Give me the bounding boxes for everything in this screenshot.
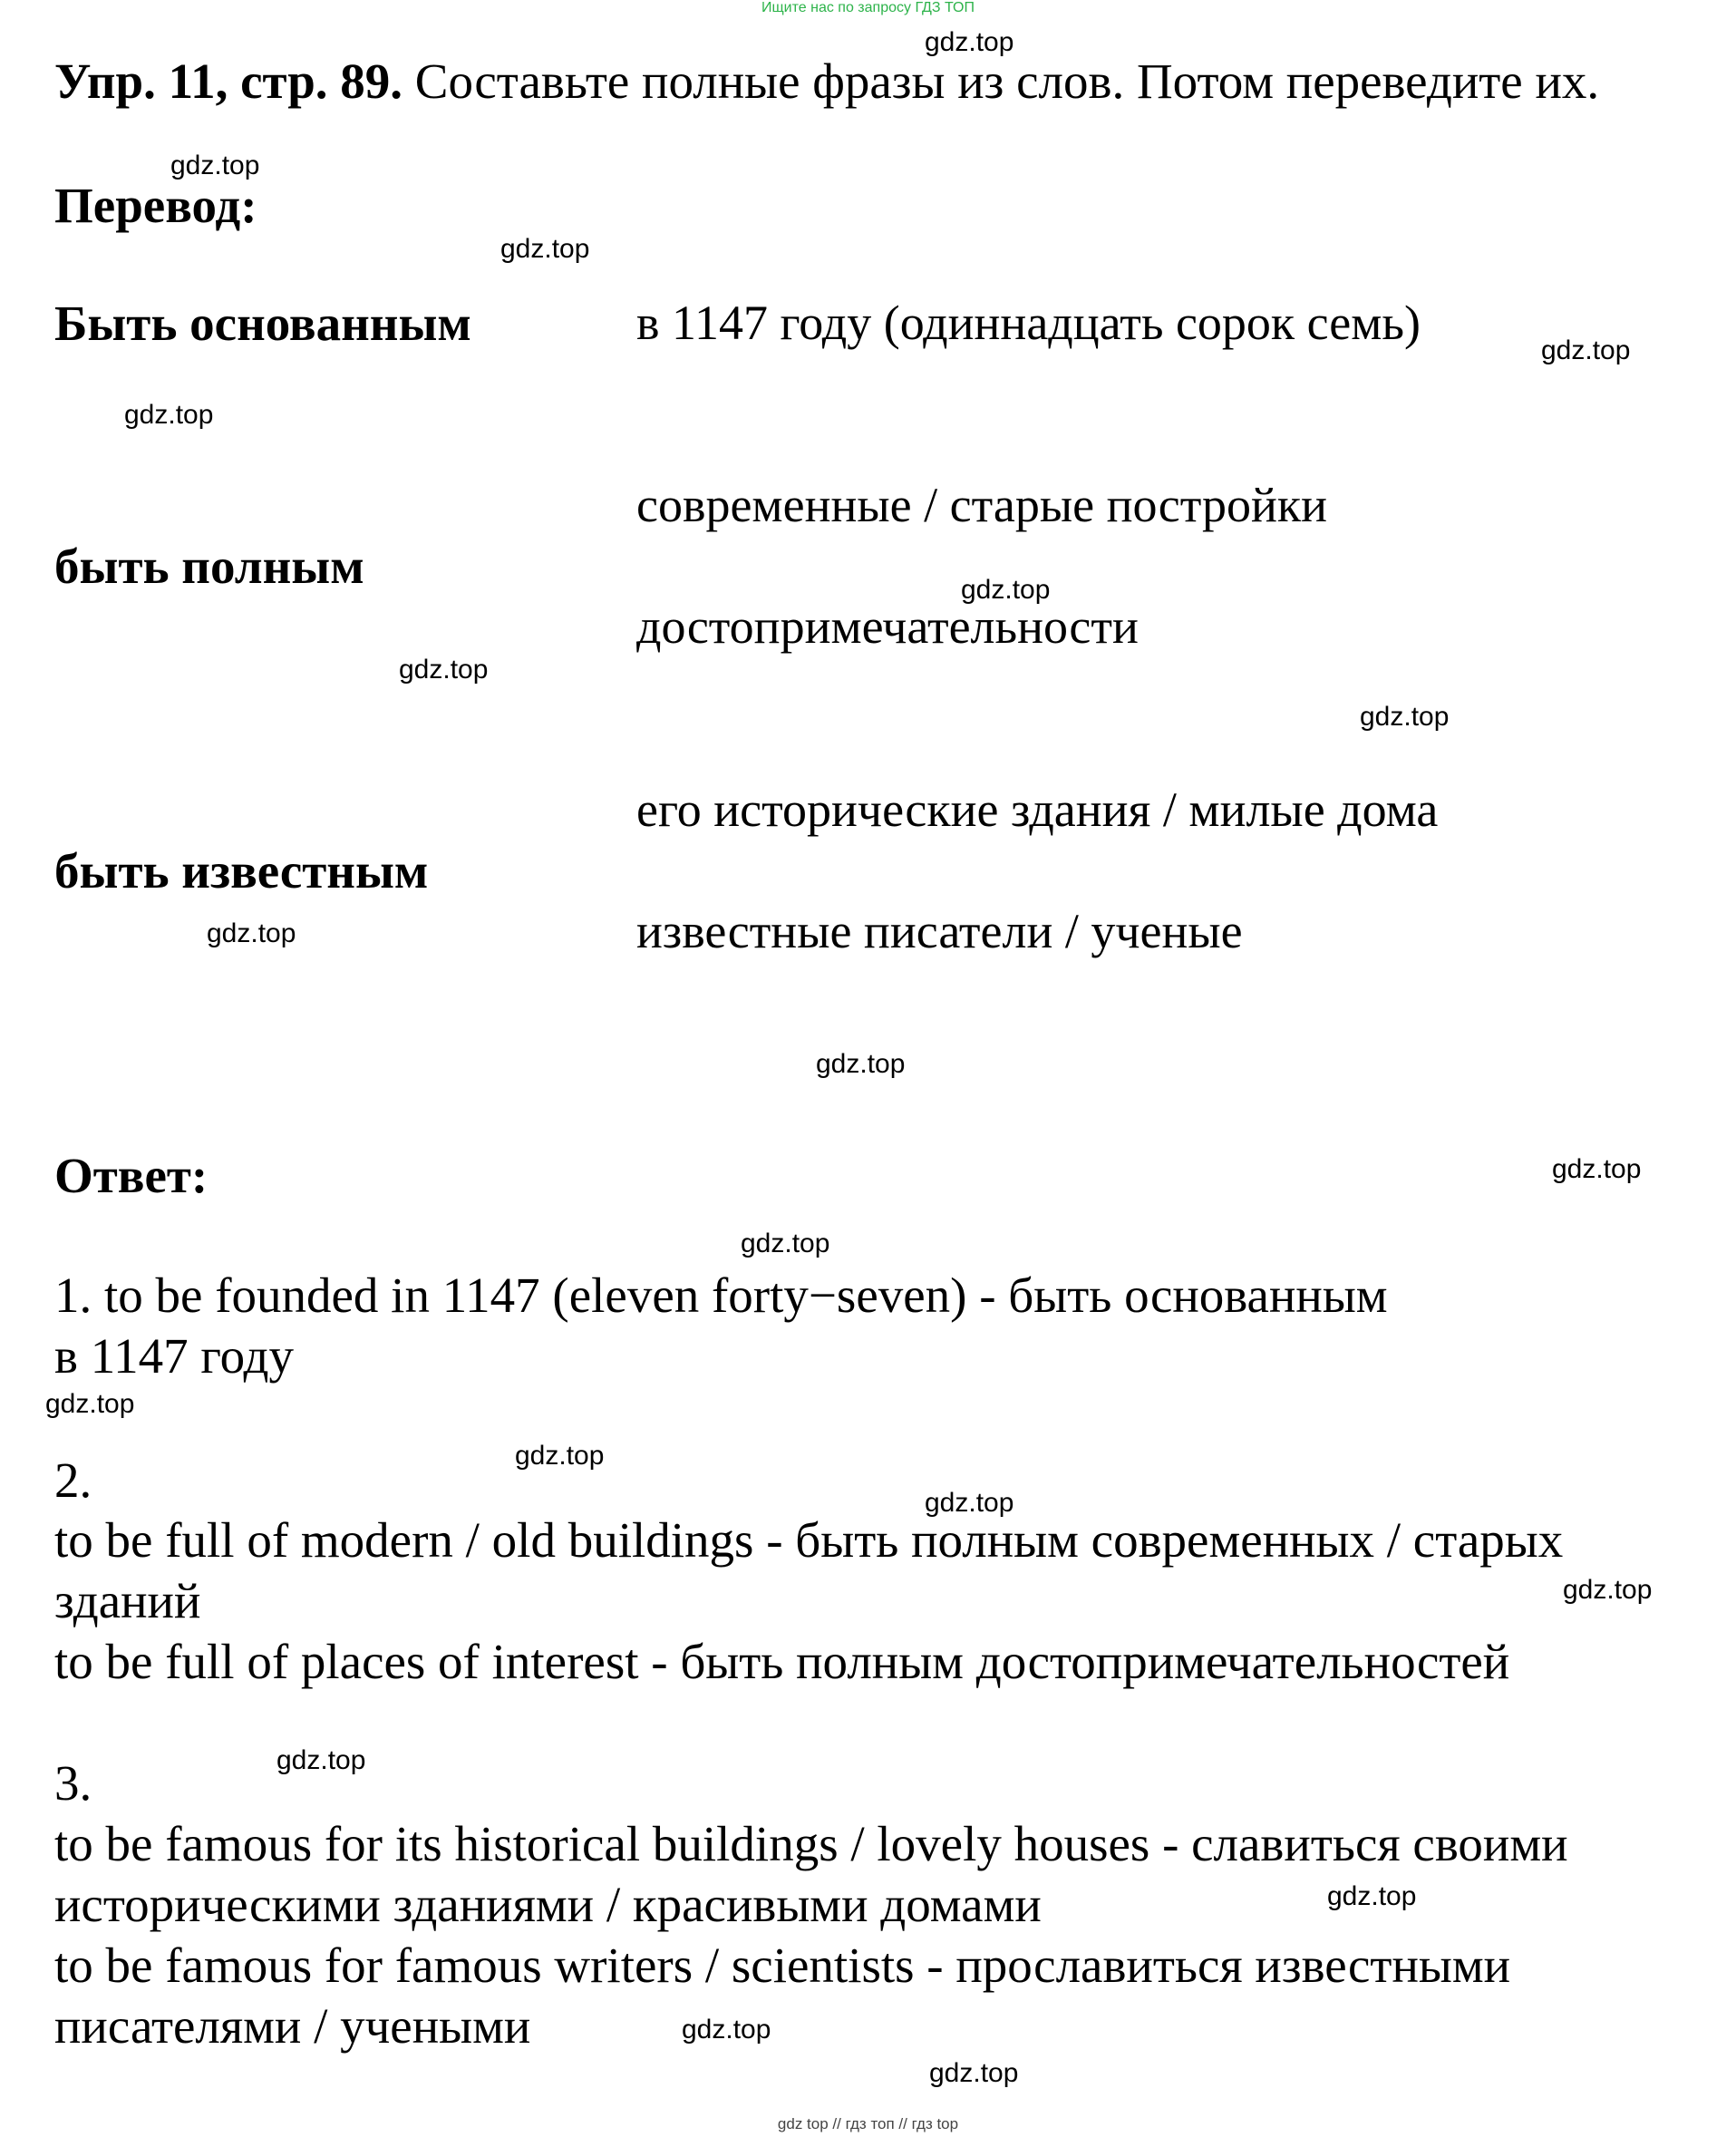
- watermark: gdz.top: [925, 27, 1014, 57]
- watermark: gdz.top: [925, 1488, 1014, 1518]
- watermark: gdz.top: [1360, 702, 1450, 732]
- exercise-instruction: Составьте полные фразы из слов. Потом переведите их.: [414, 53, 1600, 109]
- watermark: gdz.top: [515, 1441, 605, 1471]
- watermark: gdz.top: [170, 151, 260, 180]
- watermark: gdz.top: [124, 400, 214, 430]
- watermark: gdz.top: [1327, 1881, 1417, 1911]
- row-3-right-1: его исторические здания / милые дома: [636, 782, 1439, 837]
- footer-links[interactable]: gdz top // гдз топ // гдз top: [777, 2115, 959, 2132]
- answer-3-number: 3.: [54, 1755, 92, 1811]
- answer-2-line-2: зданий: [54, 1573, 201, 1628]
- answer-2-line-1: to be full of modern / old buildings - быть полным современных / старых: [54, 1512, 1564, 1568]
- watermark: gdz.top: [276, 1745, 366, 1775]
- translation-title: Перевод:: [54, 178, 257, 233]
- watermark: gdz.top: [207, 918, 296, 948]
- watermark: gdz.top: [741, 1229, 830, 1258]
- exercise-label: Упр. 11, стр. 89.: [54, 53, 403, 109]
- answer-title: Ответ:: [54, 1148, 209, 1203]
- watermark: gdz.top: [816, 1049, 906, 1079]
- answer-3-line-4: писателями / учеными: [54, 1998, 531, 2054]
- watermark: gdz.top: [682, 2015, 771, 2045]
- exercise-heading: [54, 53, 1599, 110]
- row-2-right-1: современные / старые постройки: [636, 478, 1328, 532]
- watermark: gdz.top: [45, 1389, 135, 1419]
- watermark: gdz.top: [1541, 335, 1631, 365]
- row-3-right-2: известные писатели / ученые: [636, 904, 1243, 958]
- row-3-left: быть известным: [54, 843, 429, 899]
- row-1-left: Быть основанным: [54, 296, 471, 351]
- answer-1-line-2: в 1147 году: [54, 1328, 295, 1384]
- row-2-right-2: достопримечательности: [636, 599, 1139, 654]
- answer-3-line-1: to be famous for its historical buildings / lovely houses - славиться своими: [54, 1816, 1568, 1871]
- watermark: gdz.top: [399, 655, 489, 685]
- watermark: gdz.top: [1563, 1575, 1653, 1605]
- answer-3-line-3: to be famous for famous writers / scientists - прославиться известными: [54, 1938, 1511, 1993]
- answer-2-number: 2.: [54, 1452, 92, 1508]
- answer-1-line-1: 1. to be founded in 1147 (eleven forty−seven) - быть основанным: [54, 1268, 1388, 1323]
- watermark: gdz.top: [961, 575, 1051, 605]
- row-1-right: в 1147 году (одиннадцать сорок семь): [636, 296, 1421, 350]
- row-2-left: быть полным: [54, 539, 364, 594]
- answer-3-line-2: историческими зданиями / красивыми домами: [54, 1877, 1042, 1932]
- watermark: gdz.top: [1552, 1154, 1642, 1184]
- watermark: gdz.top: [929, 2058, 1019, 2088]
- answer-2-line-3: to be full of places of interest - быть полным достопримечательностей: [54, 1634, 1510, 1689]
- top-banner[interactable]: Ищите нас по запросу ГДЗ ТОП: [761, 0, 975, 15]
- watermark: gdz.top: [500, 234, 590, 264]
